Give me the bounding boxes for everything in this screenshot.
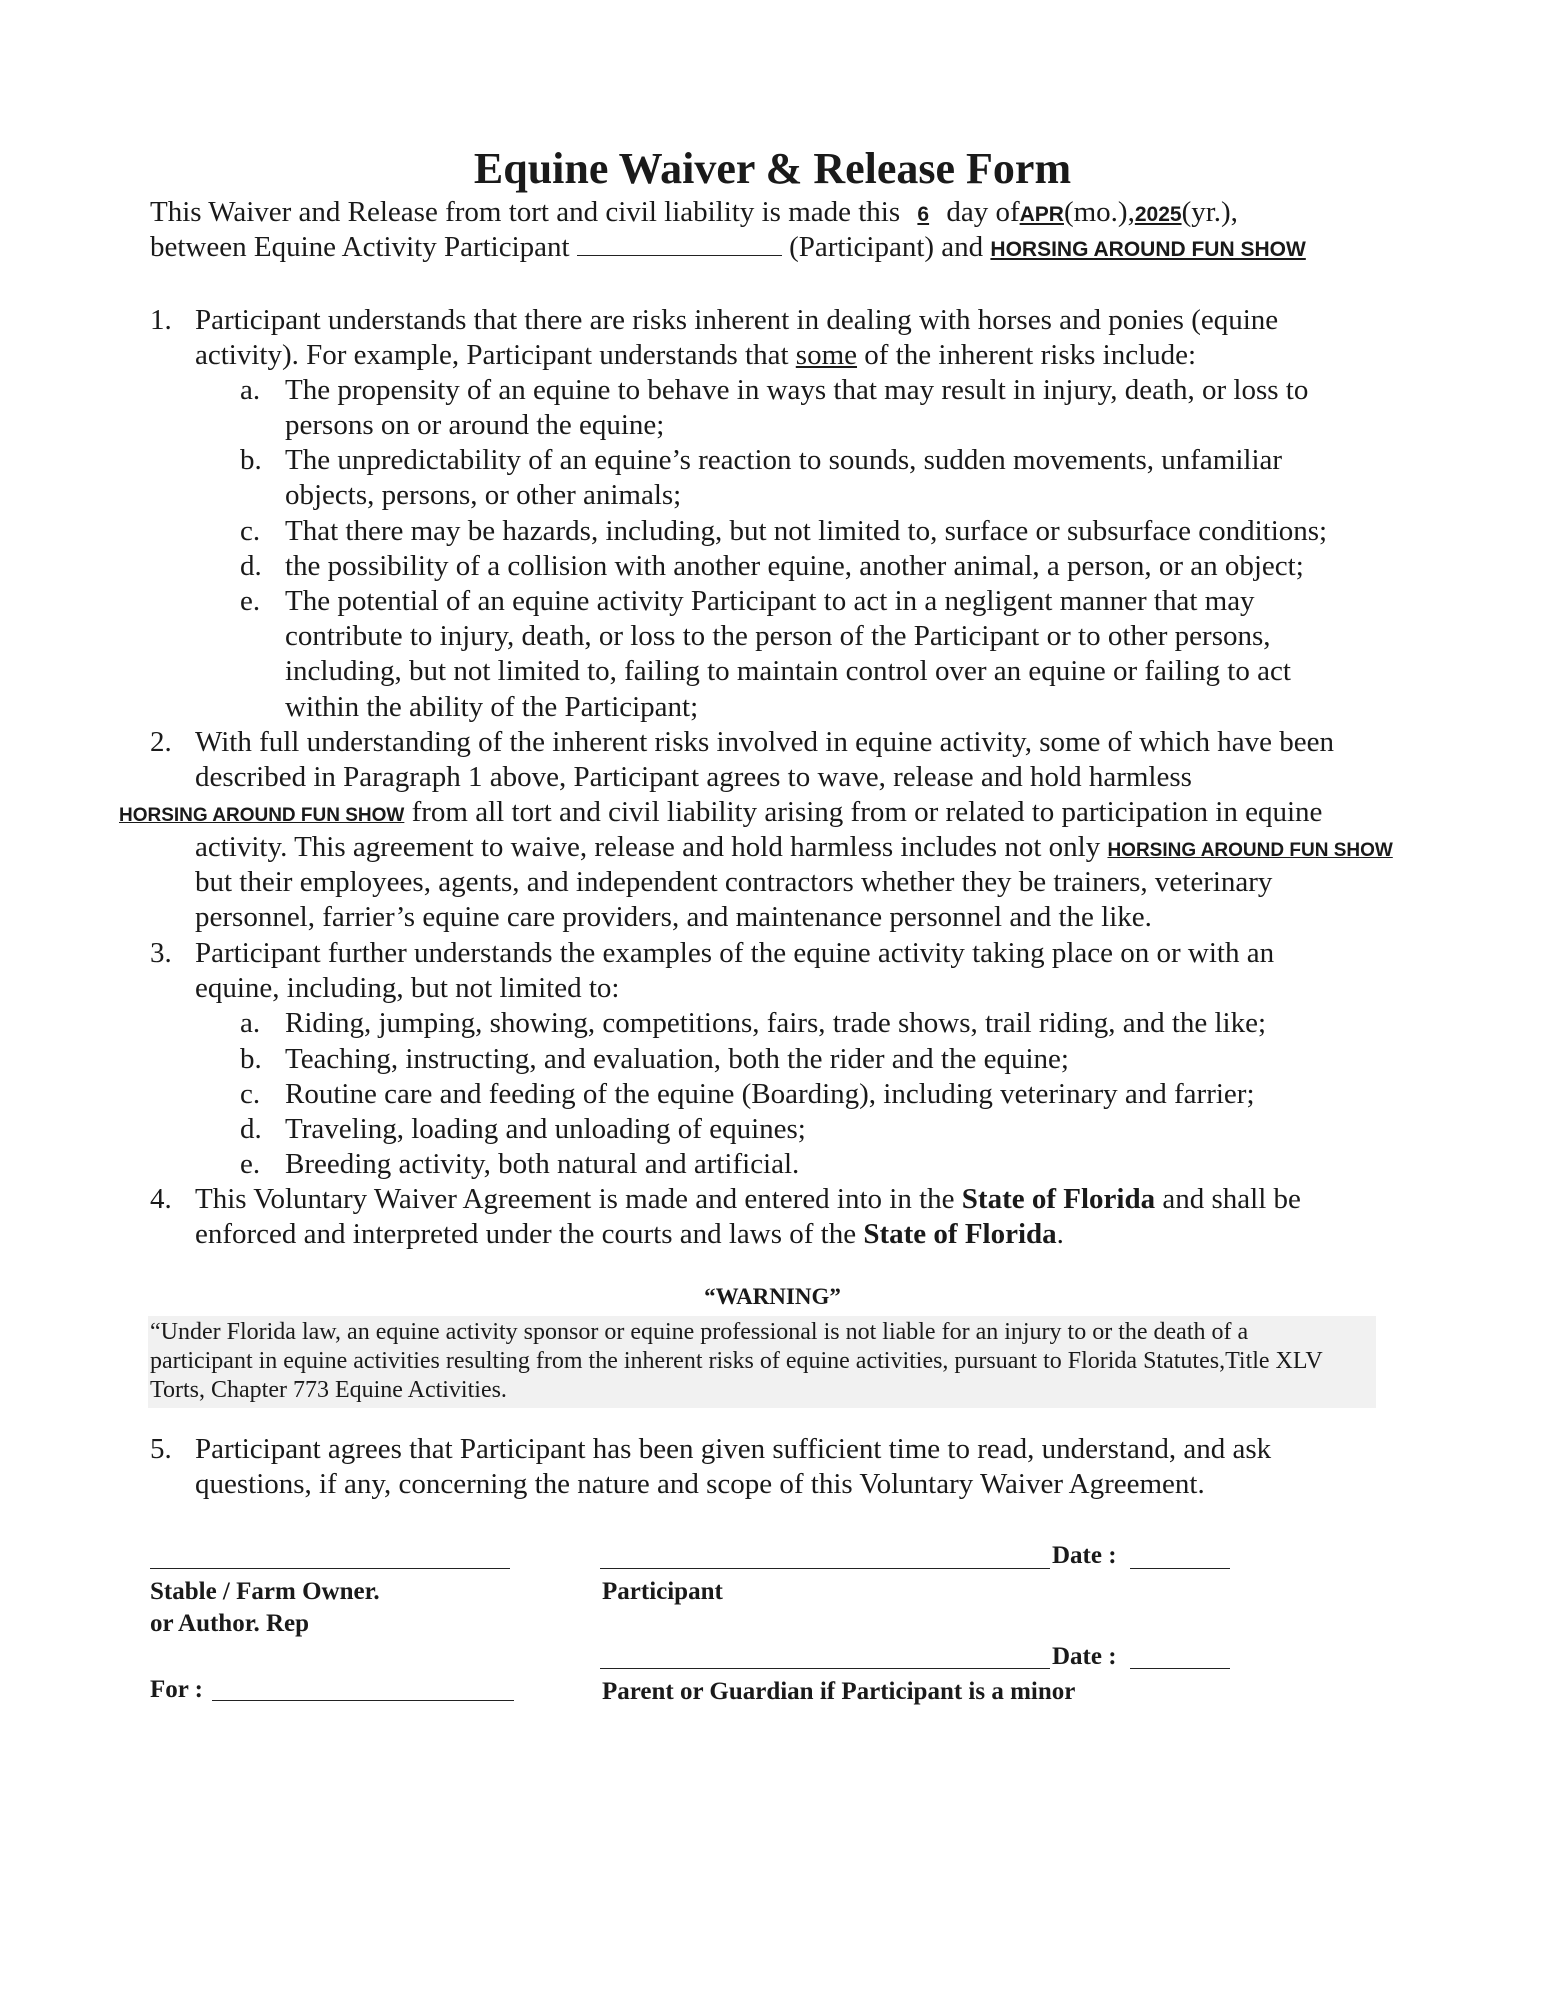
- list-item-line: The propensity of an equine to behave in ways that may result in injury, death, or loss to: [285, 374, 1309, 406]
- list-item-line: That there may be hazards, including, but not limited to, surface or subsurface conditions;: [285, 515, 1328, 547]
- list-letter: a.: [240, 1007, 261, 1039]
- participant-name-blank: [577, 231, 782, 256]
- warning-line: “Under Florida law, an equine activity sponsor or equine professional is not liable for an injury to or the death of a: [150, 1319, 1249, 1345]
- paragraph-number: 5.: [150, 1433, 172, 1465]
- list-item-line: Traveling, loading and unloading of equines;: [285, 1113, 806, 1145]
- list-letter: a.: [240, 374, 261, 406]
- list-letter: c.: [240, 1078, 261, 1110]
- list-item-line: persons on or around the equine;: [285, 409, 665, 441]
- intro-line-1: [150, 195, 1238, 232]
- participant-label: Participant: [602, 1578, 723, 1605]
- list-letter: e.: [240, 585, 261, 617]
- paragraph-5-line: Participant agrees that Participant has been given sufficient time to read, understand, and ask: [195, 1433, 1272, 1465]
- owner-label-2: or Author. Rep: [150, 1610, 310, 1637]
- paragraph-text: This Voluntary Waiver Agreement is made and entered into in the: [195, 1183, 962, 1215]
- list-item-line: Riding, jumping, showing, competitions, fairs, trade shows, trail riding, and the like;: [285, 1007, 1267, 1039]
- paragraph-2-line: [195, 830, 1393, 868]
- list-item-line: within the ability of the Participant;: [285, 691, 699, 723]
- list-letter: b.: [240, 444, 262, 476]
- list-letter: d.: [240, 1113, 262, 1145]
- list-item-line: The potential of an equine activity Participant to act in a negligent manner that may: [285, 585, 1255, 617]
- intro-text: (mo.),: [1063, 196, 1135, 228]
- participant-date-line[interactable]: [1130, 1568, 1230, 1569]
- list-item-line: Breeding activity, both natural and artificial.: [285, 1148, 800, 1180]
- paragraph-2-line: With full understanding of the inherent risks involved in equine activity, some of which have been: [195, 726, 1334, 758]
- paragraph-2-line: [119, 795, 1322, 833]
- month-field: APR: [1019, 203, 1064, 226]
- party-name-field: HORSING AROUND FUN SHOW: [1107, 840, 1393, 861]
- list-item-line: objects, persons, or other animals;: [285, 479, 682, 511]
- guardian-signature-line[interactable]: [600, 1668, 1050, 1669]
- paragraph-3-line: equine, including, but not limited to:: [195, 972, 620, 1004]
- paragraph-number: 4.: [150, 1183, 172, 1215]
- list-item-line: the possibility of a collision with another equine, another animal, a person, or an object;: [285, 550, 1304, 582]
- emphasis-some: some: [795, 339, 858, 371]
- day-field: 6: [917, 203, 930, 226]
- for-line[interactable]: [212, 1700, 514, 1701]
- intro-text: (Participant) and: [789, 231, 984, 263]
- party-name-field: HORSING AROUND FUN SHOW: [119, 805, 405, 826]
- intro-text: This Waiver and Release from tort and civil liability is made this: [150, 196, 901, 228]
- guardian-label: Parent or Guardian if Participant is a minor: [602, 1678, 1076, 1705]
- paragraph-text: and shall be: [1155, 1183, 1301, 1215]
- date-label: Date :: [1052, 1542, 1117, 1569]
- paragraph-text: of the inherent risks include:: [857, 339, 1197, 371]
- list-letter: d.: [240, 550, 262, 582]
- paragraph-3-line: Participant further understands the examples of the equine activity taking place on or with an: [195, 937, 1275, 969]
- paragraph-text: from all tort and civil liability arising from or related to participation in equine: [404, 796, 1323, 828]
- paragraph-text: activity). For example, Participant understands that: [195, 339, 796, 371]
- for-label: For :: [150, 1676, 203, 1703]
- list-item-line: contribute to injury, death, or loss to the person of the Participant or to other persons,: [285, 620, 1271, 652]
- paragraph-5-line: questions, if any, concerning the nature and scope of this Voluntary Waiver Agreement.: [195, 1468, 1205, 1500]
- paragraph-text: .: [1056, 1218, 1064, 1250]
- paragraph-1-line: [195, 338, 1196, 373]
- warning-line: participant in equine activities resulting from the inherent risks of equine activities, pursuant to Florida Statutes,Title XLV: [150, 1348, 1323, 1374]
- list-item-line: including, but not limited to, failing to maintain control over an equine or failing to act: [285, 655, 1291, 687]
- owner-label: Stable / Farm Owner.: [150, 1578, 380, 1605]
- warning-heading: “WARNING”: [704, 1284, 841, 1309]
- guardian-date-line[interactable]: [1130, 1668, 1230, 1669]
- list-letter: b.: [240, 1043, 262, 1075]
- paragraph-2-line: but their employees, agents, and independent contractors whether they be trainers, veterinary: [195, 866, 1273, 898]
- paragraph-1-line: Participant understands that there are risks inherent in dealing with horses and ponies (equine: [195, 304, 1279, 336]
- paragraph-2-line: personnel, farrier’s equine care providers, and maintenance personnel and the like.: [195, 901, 1152, 933]
- paragraph-number: 1.: [150, 304, 172, 336]
- year-field: 2025: [1134, 203, 1182, 226]
- list-letter: c.: [240, 515, 261, 547]
- paragraph-number: 2.: [150, 726, 172, 758]
- paragraph-4-line: [195, 1217, 1064, 1252]
- list-item-line: Teaching, instructing, and evaluation, both the rider and the equine;: [285, 1043, 1069, 1075]
- state-name: State of Florida: [961, 1183, 1156, 1215]
- list-item-line: The unpredictability of an equine’s reaction to sounds, sudden movements, unfamiliar: [285, 444, 1283, 476]
- paragraph-number: 3.: [150, 937, 172, 969]
- warning-line: Torts, Chapter 773 Equine Activities.: [150, 1377, 507, 1403]
- state-name: State of Florida: [863, 1218, 1057, 1250]
- participant-signature-line[interactable]: [600, 1568, 1050, 1569]
- intro-text: day of: [946, 196, 1020, 228]
- owner-signature-line[interactable]: [150, 1568, 510, 1569]
- intro-line-2: [150, 230, 1306, 267]
- party-name-field: HORSING AROUND FUN SHOW: [990, 238, 1306, 261]
- document-title: Equine Waiver & Release Form: [473, 144, 1072, 193]
- list-item-line: Routine care and feeding of the equine (Boarding), including veterinary and farrier;: [285, 1078, 1255, 1110]
- list-letter: e.: [240, 1148, 261, 1180]
- paragraph-text: activity. This agreement to waive, release and hold harmless includes not only: [195, 831, 1101, 863]
- paragraph-text: enforced and interpreted under the courts and laws of the: [195, 1218, 864, 1250]
- paragraph-4-line: [195, 1182, 1301, 1217]
- date-label: Date :: [1052, 1643, 1117, 1670]
- intro-text: between Equine Activity Participant: [150, 231, 570, 263]
- paragraph-2-line: described in Paragraph 1 above, Participant agrees to wave, release and hold harmless: [195, 761, 1192, 793]
- intro-text: (yr.),: [1181, 196, 1238, 228]
